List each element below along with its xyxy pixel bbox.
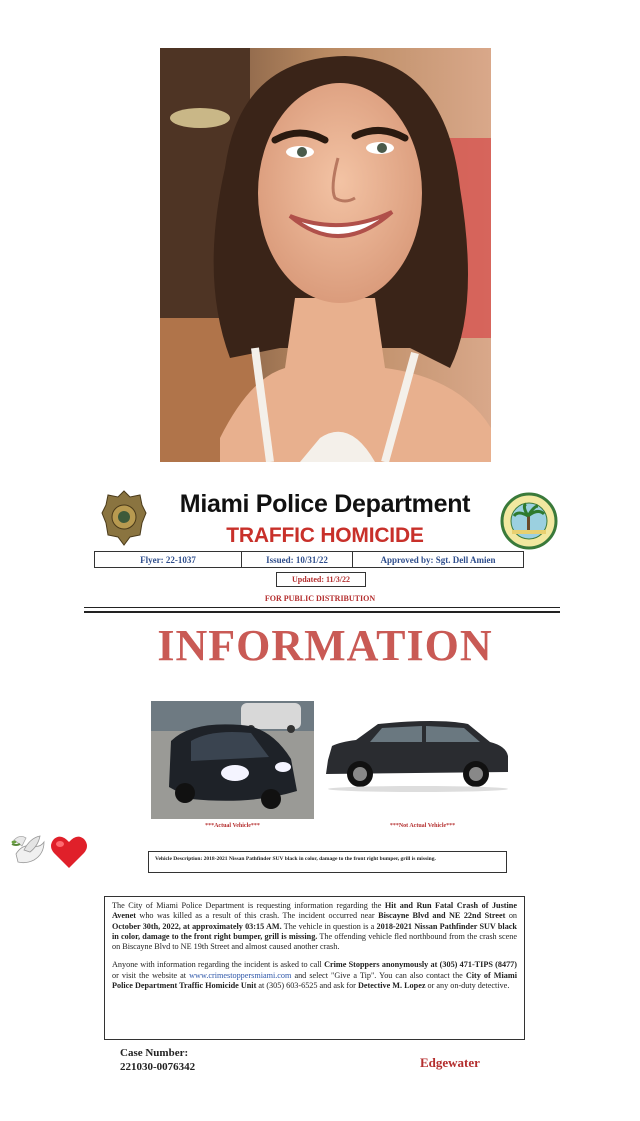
case-number-label: Case Number: — [120, 1047, 189, 1059]
narrative-text: The offending vehicle fled northbound from the crash scene on Biscayne Blvd to NE 19th Street and almost caused another crash. — [112, 931, 517, 952]
narrative-text: on — [505, 911, 518, 921]
divider-line — [84, 607, 560, 608]
incident-narrative — [104, 896, 525, 1040]
actual-vehicle-photo — [151, 701, 314, 819]
area-name: Edgewater — [420, 1055, 480, 1070]
information-heading: INFORMATION — [157, 621, 493, 670]
department-name: Miami Police Department — [179, 490, 471, 518]
narrative-text: The vehicle in question is a — [281, 921, 377, 931]
vehicle-description: Vehicle Description: 2018-2021 Nissan Pathfinder SUV black in color, damage to the front right bumper, grill is missing. — [148, 851, 507, 873]
victim-photo — [160, 48, 491, 462]
narrative-bold: Crime Stoppers anonymously at (305) 471-TIPS (8477) — [324, 960, 518, 970]
narrative-text: and select "Give a Tip". You can also contact the — [291, 970, 466, 980]
narrative-bold: 2018-2021 Nissan Pathfinder SUV black in color, damage to the front right bumper, grill is missing. — [112, 921, 517, 941]
narrative-text: Anyone with information regarding the incident is asked to call — [112, 960, 325, 970]
narrative-bold: City of Miami Police Department Traffic Homicide Unit — [112, 970, 517, 991]
approved-by: Approved by: Sgt. Dell Amien — [380, 554, 496, 565]
sample-vehicle-image — [318, 712, 513, 794]
city-seal-icon — [500, 492, 558, 550]
issued-date: Issued: 10/31/22 — [241, 552, 353, 567]
unit-title: TRAFFIC HOMICIDE — [226, 524, 424, 547]
crime-stoppers-link[interactable]: www.crimestoppersmiami.com — [189, 970, 292, 980]
narrative-text: who was killed as a result of this crash. The incident occurred near — [135, 911, 379, 921]
sample-vehicle-caption: ***Not Actual Vehicle*** — [389, 823, 456, 829]
updated-date: Updated: 11/3/22 — [276, 572, 366, 587]
flyer-info-bar — [94, 551, 524, 568]
narrative-bold: October 30th, 2022, at approximately 03:15 AM. — [112, 921, 282, 931]
narrative-text: or any on-duty detective. — [425, 981, 510, 991]
narrative-text: at (305) 603-6525 and ask for — [256, 981, 358, 991]
incident-paragraph — [112, 901, 517, 952]
narrative-bold: Hit and Run Fatal Crash of Justine Avenet — [112, 901, 517, 921]
narrative-bold: Biscayne Blvd and NE 22nd Street — [378, 911, 506, 921]
narrative-bold: Detective M. Lopez — [357, 981, 426, 991]
actual-vehicle-caption: ***Actual Vehicle*** — [205, 823, 260, 829]
contact-paragraph — [112, 960, 517, 991]
distribution-note: FOR PUBLIC DISTRIBUTION — [264, 594, 376, 603]
dove-icon — [10, 832, 48, 870]
divider-line — [84, 611, 560, 613]
narrative-text: The City of Miami Police Department is requesting information regarding the — [112, 901, 385, 910]
flyer-number: Flyer: 22-1037 — [140, 554, 196, 565]
case-number: 221030-0076342 — [120, 1061, 196, 1073]
police-badge-icon — [100, 489, 148, 547]
narrative-text: or visit the website at — [112, 970, 190, 980]
red-heart-icon — [50, 834, 88, 870]
